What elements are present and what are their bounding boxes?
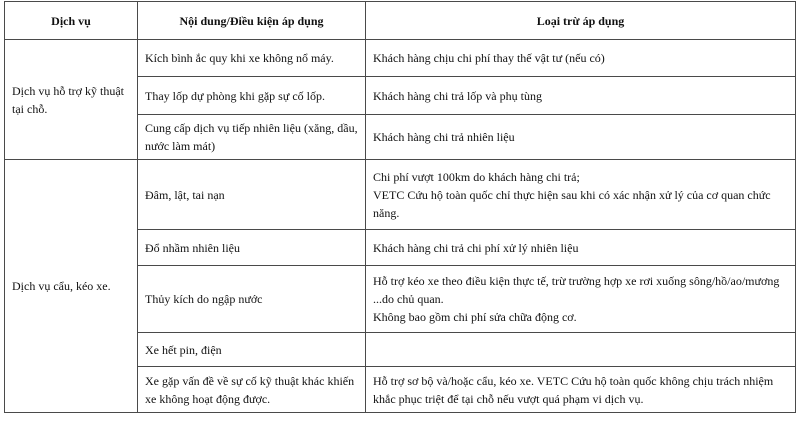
condition-cell: Cung cấp dịch vụ tiếp nhiên liệu (xăng, dầu, nước làm mát) [138,115,366,160]
condition-cell: Xe gặp vấn đề về sự cố kỹ thuật khác khiến xe không hoạt động được. [138,367,366,413]
exclusion-cell [366,40,796,77]
condition-cell: Đâm, lật, tai nạn [138,160,366,230]
exclusion-line: Khách hàng chi trả chi phí xử lý nhiên liệu [373,240,579,255]
exclusion-cell [366,230,796,266]
exclusion-line: Khách hàng chi trả lốp và phụ tùng [373,88,542,103]
exclusion-line: VETC Cứu hộ toàn quốc chỉ thực hiện sau khi có xác nhận xử lý của cơ quan chức năng. [373,187,771,220]
condition-cell: Kích bình ắc quy khi xe không nổ máy. [138,40,366,77]
exclusion-cell [366,367,796,413]
service-table [4,1,796,413]
exclusion-cell [366,160,796,230]
header-row [5,2,796,40]
table-row [5,40,796,77]
table-row [5,160,796,230]
header-exclusions: Loại trừ áp dụng [366,2,796,40]
exclusion-line: Khách hàng chi trả nhiên liệu [373,130,515,144]
condition-cell: Thủy kích do ngập nước [138,266,366,333]
exclusion-cell [366,77,796,115]
exclusion-line: Chi phí vượt 100km do khách hàng chi trả; [373,169,580,184]
category-towing: Dịch vụ cẩu, kéo xe. [5,160,138,413]
exclusion-line: Hỗ trợ kéo xe theo điều kiện thực tế, trừ trường hợp xe rơi xuống sông/hồ/ao/mương ...do chủ quan. [373,274,780,306]
condition-cell: Thay lốp dự phòng khi gặp sự cố lốp. [138,77,366,115]
header-service: Dịch vụ [5,2,138,40]
header-conditions: Nội dung/Điều kiện áp dụng [138,2,366,40]
exclusion-line: Hỗ trợ sơ bộ và/hoặc cẩu, kéo xe. VETC Cứu hộ toàn quốc không chịu trách nhiệm khắc phục triệt để tại chỗ nếu vượt quá phạm vi dịch vụ. [373,373,774,406]
exclusion-line: Khách hàng chịu chi phí thay thế vật tư (nếu có) [373,51,605,65]
exclusion-cell [366,115,796,160]
exclusion-cell [366,266,796,333]
condition-cell: Xe hết pin, điện [138,333,366,367]
category-onsite-support: Dịch vụ hỗ trợ kỹ thuật tại chỗ. [5,40,138,160]
exclusion-cell-empty [366,333,796,367]
exclusion-line: Không bao gồm chi phí sửa chữa động cơ. [373,310,577,324]
condition-cell: Đổ nhầm nhiên liệu [138,230,366,266]
